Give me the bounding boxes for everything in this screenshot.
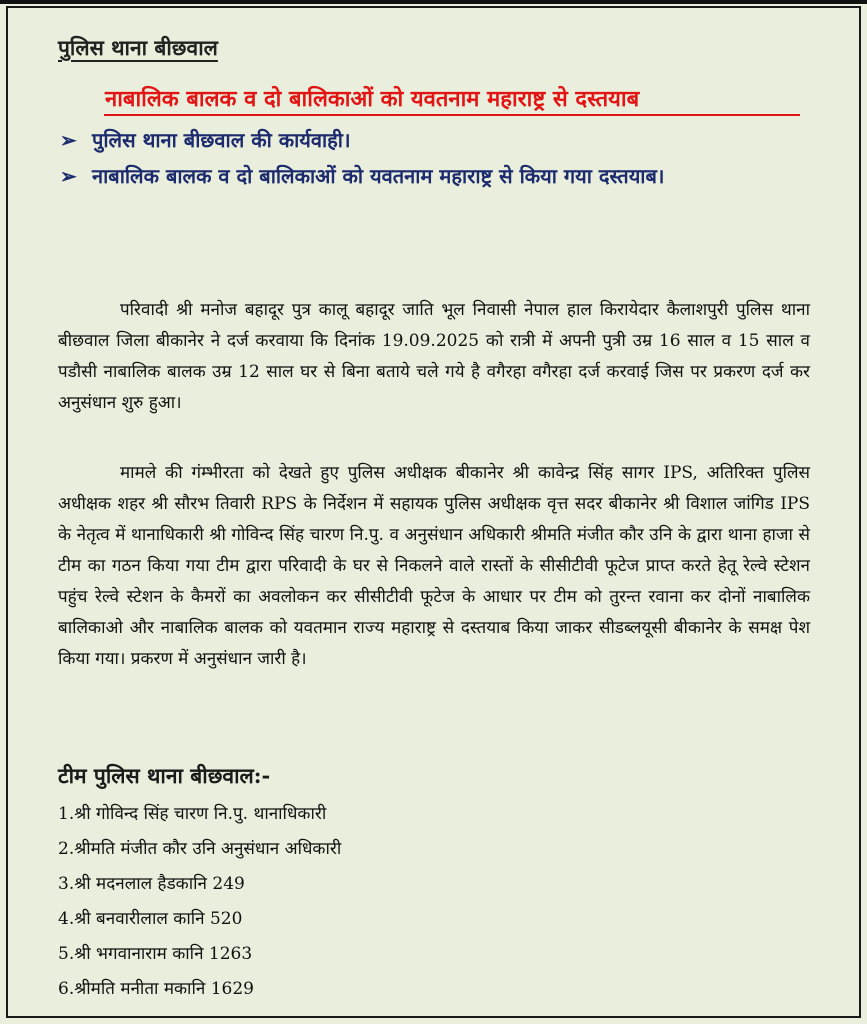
team-member: 1.श्री गोविन्द सिंह चारण नि.पु. थानाधिकारी [58,804,327,824]
headline-underline [104,114,800,116]
team-list [58,797,341,1007]
arrow-bullet-icon: ➢ [60,128,77,152]
bullet-item [60,122,810,158]
bullet-text: नाबालिक बालक व दो बालिकाओं को यवतनाम महाराष्ट्र से किया गया दस्तयाब। [92,164,665,188]
team-member: 6.श्रीमति मनीता मकानि 1629 [58,979,254,999]
bullet-text: पुलिस थाना बीछवाल की कार्यवाही। [92,128,351,152]
action-paragraph [58,458,810,675]
complaint-paragraph [58,295,810,419]
team-heading: टीम पुलिस थाना बीछवाल:- [58,763,271,788]
top-border [0,0,867,4]
station-title: पुलिस थाना बीछवाल [58,35,218,60]
bullet-list [60,122,810,194]
team-member: 2.श्रीमति मंजीत कौर उनि अनुसंधान अधिकारी [58,839,342,859]
arrow-bullet-icon: ➢ [60,164,77,188]
team-member: 3.श्री मदनलाल हैडकानि 249 [58,874,245,894]
headline: नाबालिक बालक व दो बालिकाओं को यवतनाम महाराष्ट्र से दस्तयाब [105,86,640,112]
paragraph-text: मामले की गंम्भीरता को देखते हुए पुलिस अधीक्षक बीकानेर श्री कावेन्द्र सिंह सागर IPS, अतिरिक्त पुलिस अधीक्षक शहर श्री सौरभ तिवारी RPS के निर्देशन में सहायक पुलिस अधीक्षक वृत्त सदर बीकानेर श्री विशाल जांगिड IPS के नेतृत्व में थानाधिकारी श्री गोविन्द सिंह चारण नि.पु. व अनुसंधान अधिकारी श्रीमति मंजीत कौर उनि के द्वारा थाना हाजा से टीम का गठन किया गया टीम द्वारा परिवादी के घर से निकलने वाले रास्तों के सीसीटीवी फूटेज प्राप्त करते हेतू रेल्वे स्टेशन पहुंच रेल्वे स्टेशन के कैमरों का अवलोकन कर सीसीटीवी फूटेज के आधार पर टीम को तुरन्त रवाना कर दोनों नाबालिक बालिकाओ और नाबालिक बालक को यवतमान राज्य महाराष्ट्र से दस्तयाब किया जाकर सीडब्लयूसी बीकानेर के समक्ष पेश किया गया। प्रकरण में अनुसंधान जारी है। [58,463,810,669]
team-member: 5.श्री भगवानाराम कानि 1263 [58,944,253,964]
team-member: 4.श्री बनवारीलाल कानि 520 [58,909,243,929]
paragraph-text: परिवादी श्री मनोज बहादूर पुत्र कालू बहादूर जाति भूल निवासी नेपाल हाल किरायेदार कैलाशपुरी पुलिस थाना बीछवाल जिला बीकानेर ने दर्ज करवाया कि दिनांक 19.09.2025 को रात्री में अपनी पुत्री उम्र 16 साल व 15 साल व पडौसी नाबालिक बालक उम्र 12 साल घर से बिना बताये चले गये है वगैरहा वगैरहा दर्ज करवाई जिस पर प्रकरण दर्ज कर अनुसंधान शुरु हुआ। [58,300,810,413]
bullet-item [60,158,810,194]
